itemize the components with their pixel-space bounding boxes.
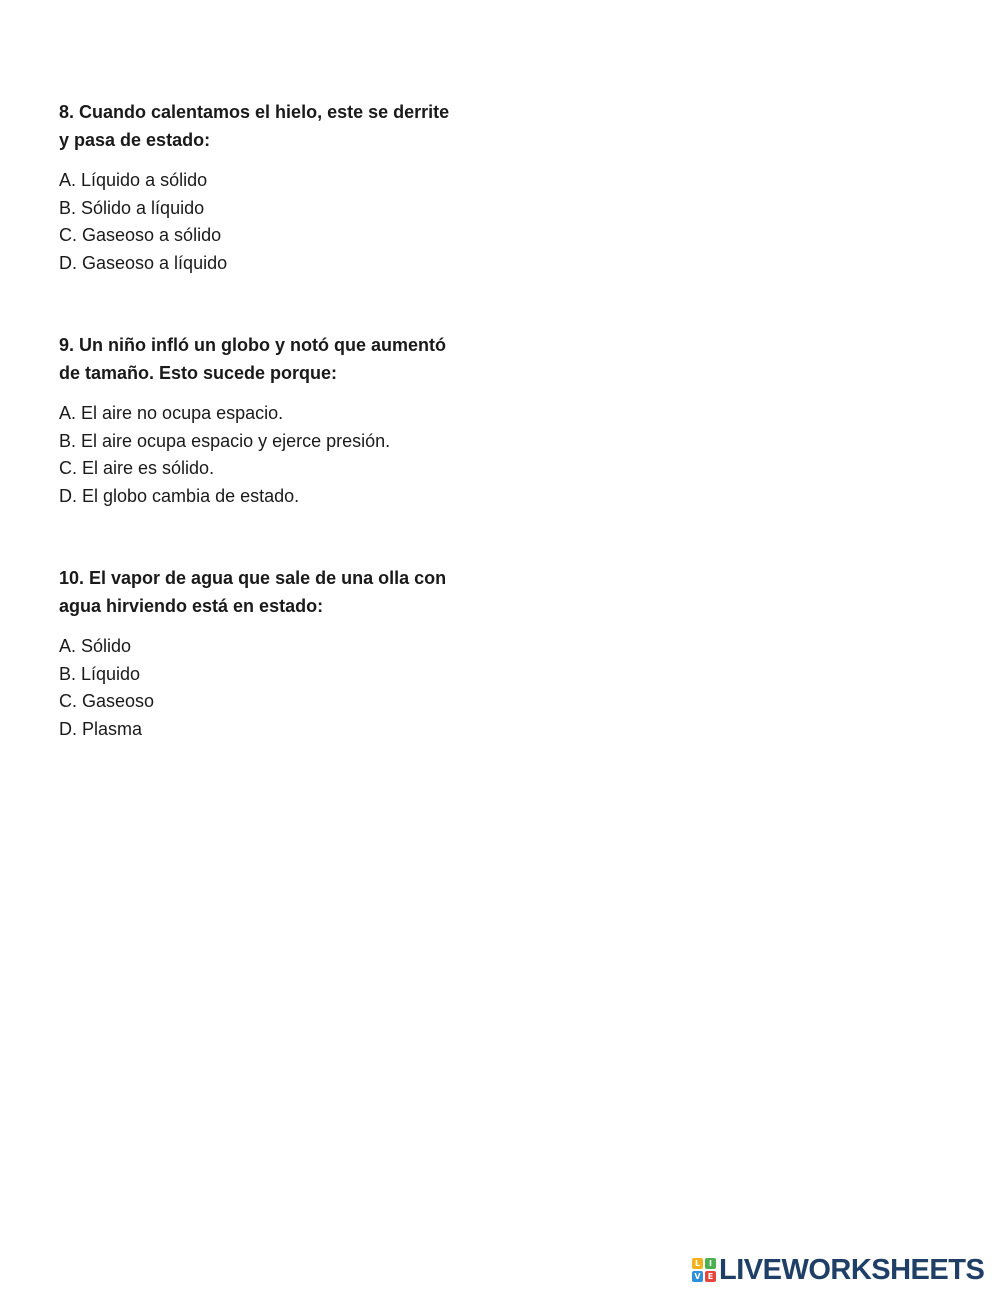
option-d[interactable]: D. El globo cambia de estado. bbox=[59, 485, 300, 506]
option-d[interactable]: D. Gaseoso a líquido bbox=[59, 252, 228, 273]
question-stem-line: agua hirviendo está en estado: bbox=[59, 596, 324, 616]
question-stem bbox=[59, 564, 499, 620]
option-a[interactable]: A. Líquido a sólido bbox=[59, 170, 208, 190]
option-a[interactable]: A. Sólido bbox=[59, 636, 132, 656]
question-stem-line: 8. Cuando calentamos el hielo, este se derrite bbox=[59, 102, 450, 122]
option-a[interactable]: A. El aire no ocupa espacio. bbox=[59, 403, 284, 423]
option-b[interactable]: B. El aire ocupa espacio y ejerce presión. bbox=[59, 430, 391, 451]
question-stem-line: y pasa de estado: bbox=[59, 130, 211, 150]
question-stem-line: de tamaño. Esto sucede porque: bbox=[59, 363, 338, 383]
question-stem-line: 9. Un niño infló un globo y notó que aumentó bbox=[59, 335, 446, 355]
liveworksheets-brand[interactable] bbox=[692, 1254, 985, 1286]
option-d[interactable]: D. Plasma bbox=[59, 718, 143, 739]
liveworksheets-logo-icon bbox=[692, 1258, 716, 1282]
option-c[interactable]: C. Gaseoso bbox=[59, 691, 155, 712]
question-stem bbox=[59, 331, 499, 387]
answer-options bbox=[59, 400, 499, 510]
option-b[interactable]: B. Líquido bbox=[59, 663, 141, 684]
option-b[interactable]: B. Sólido a líquido bbox=[59, 197, 205, 218]
option-c[interactable]: C. Gaseoso a sólido bbox=[59, 225, 222, 246]
question-9 bbox=[59, 331, 499, 510]
logo-cell: I bbox=[705, 1258, 716, 1269]
question-10 bbox=[59, 564, 499, 743]
question-8 bbox=[59, 98, 499, 277]
answer-options bbox=[59, 167, 499, 277]
question-stem bbox=[59, 98, 499, 154]
logo-cell: L bbox=[692, 1258, 703, 1269]
brand-name: LIVEWORKSHEETS bbox=[719, 1254, 985, 1286]
logo-cell: V bbox=[692, 1271, 703, 1282]
logo-cell: E bbox=[705, 1271, 716, 1282]
question-stem-line: 10. El vapor de agua que sale de una olla con bbox=[59, 568, 447, 588]
answer-options bbox=[59, 633, 499, 743]
option-c[interactable]: C. El aire es sólido. bbox=[59, 458, 215, 479]
